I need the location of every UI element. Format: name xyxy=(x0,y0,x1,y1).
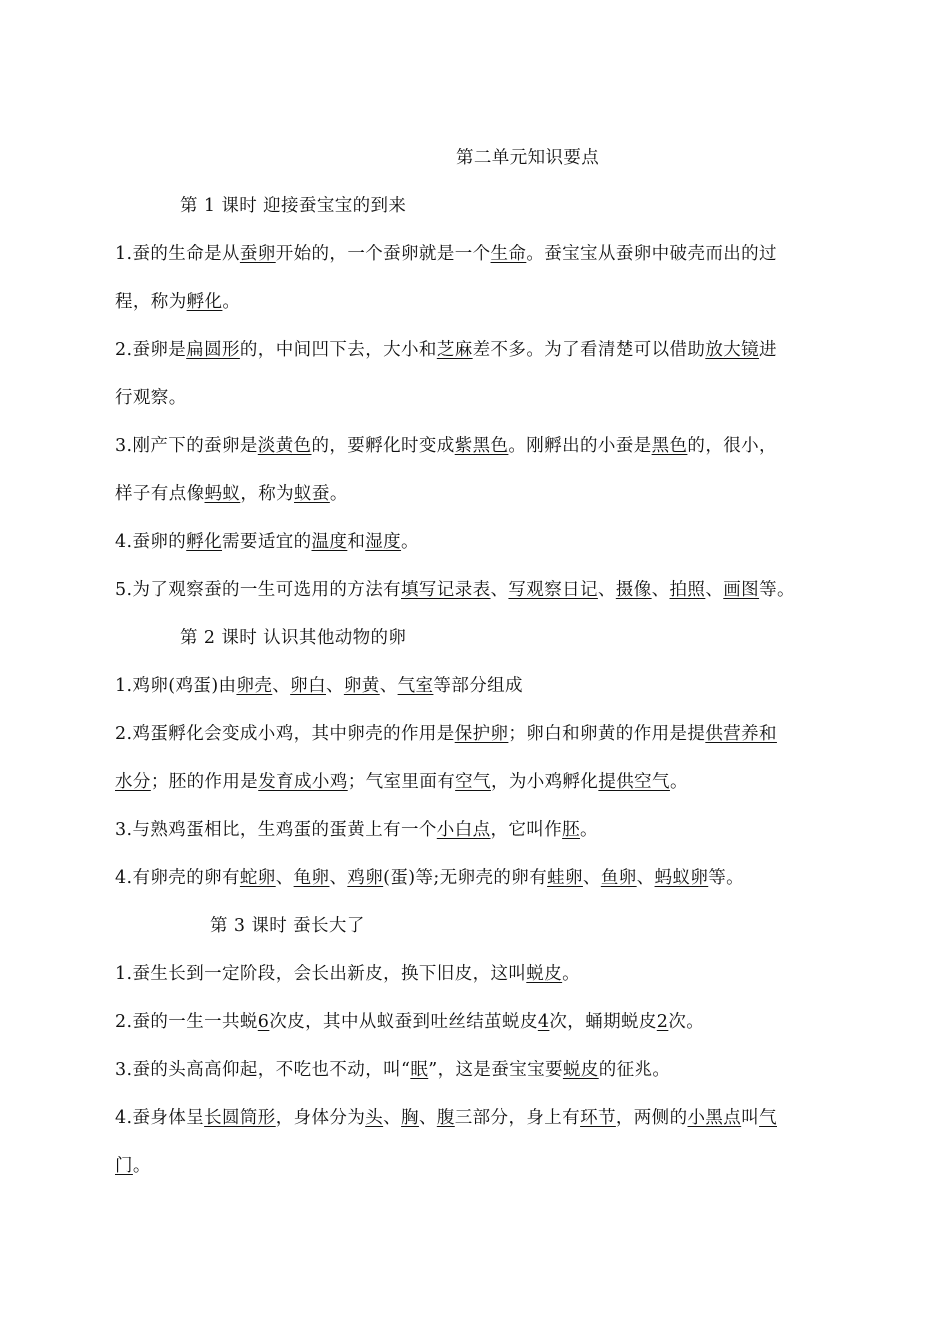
text-segment: ；卵白和卵黄的作用是提 xyxy=(508,724,706,744)
lesson-3-item-3-line-1 xyxy=(115,1056,670,1081)
text-segment: 次，蛹期蜕皮 xyxy=(549,1012,657,1032)
text-segment: 的，中间凹下去，大小和 xyxy=(239,340,437,360)
answer-keyword: 孵化 xyxy=(186,292,223,312)
lesson-1-item-3-line-2 xyxy=(115,480,348,505)
lesson-1-item-1-line-2 xyxy=(115,288,240,313)
text-segment: 2.蚕的一生一共蜕 xyxy=(115,1012,258,1032)
text-segment: 。 xyxy=(580,820,598,840)
answer-keyword: 小黑点 xyxy=(687,1108,742,1128)
answer-keyword: 6 xyxy=(257,1012,270,1032)
text-segment: 、 xyxy=(490,580,509,600)
answer-keyword: 蚁蚕 xyxy=(294,484,330,504)
text-segment: 。 xyxy=(222,292,241,312)
lesson-2-heading: 第 2 课时 认识其他动物的卵 xyxy=(180,628,407,648)
answer-keyword: 蛇卵 xyxy=(239,868,276,888)
text-segment: 3.蚕的头高高仰起，不吃也不动，叫“ xyxy=(115,1060,411,1080)
text-segment: 的征兆。 xyxy=(598,1060,671,1080)
answer-keyword: 卵壳 xyxy=(236,676,273,696)
answer-keyword: 蛙卵 xyxy=(547,868,583,888)
text-segment: 进 xyxy=(759,340,777,360)
answer-keyword: 环节 xyxy=(580,1108,616,1128)
text-segment: 、 xyxy=(651,580,670,600)
text-segment: 、 xyxy=(379,676,398,696)
text-segment: 等。 xyxy=(708,868,745,888)
lesson-3-item-2-line-1 xyxy=(115,1008,704,1033)
answer-keyword: 填写记录表 xyxy=(401,580,491,600)
answer-keyword: 供营养和 xyxy=(705,724,777,744)
lesson-1-item-2-line-1 xyxy=(115,336,777,361)
text-segment: 次皮，其中从蚁蚕到吐丝结茧蜕皮 xyxy=(269,1012,538,1032)
answer-keyword: 卵白 xyxy=(290,676,326,696)
text-segment: 、 xyxy=(272,676,291,696)
text-segment: 开始的，一个蚕卵就是一个 xyxy=(275,244,491,264)
text-segment: 程，称为 xyxy=(115,292,187,312)
answer-keyword: 小白点 xyxy=(436,820,491,840)
text-segment: 等部分组成 xyxy=(433,676,523,696)
answer-keyword: 湿度 xyxy=(365,532,402,552)
answer-keyword: 拍照 xyxy=(669,580,706,600)
page-title: 第二单元知识要点 xyxy=(456,148,600,168)
answer-keyword: 眠 xyxy=(410,1060,429,1080)
text-segment: 、 xyxy=(329,868,348,888)
text-segment: 4.蚕身体呈 xyxy=(115,1108,205,1128)
lesson-3-heading: 第 3 课时 蚕长大了 xyxy=(210,916,365,936)
answer-keyword: 紫黑色 xyxy=(454,436,509,456)
lesson-2-item-4-line-1 xyxy=(115,864,744,889)
answer-keyword: 提供空气 xyxy=(598,772,670,792)
answer-keyword: 门 xyxy=(115,1156,133,1176)
answer-keyword: 4 xyxy=(537,1012,550,1032)
answer-keyword: 蚕卵 xyxy=(239,244,276,264)
text-segment: 叫 xyxy=(741,1108,760,1128)
text-segment: ，两侧的 xyxy=(615,1108,688,1128)
text-segment: 、 xyxy=(383,1108,402,1128)
lesson-1-item-2-line-2 xyxy=(115,384,187,409)
lesson-2-item-2-line-2 xyxy=(115,768,688,793)
text-segment: 的，要孵化时变成 xyxy=(311,436,455,456)
text-segment: 、 xyxy=(705,580,724,600)
answer-keyword: 蜕皮 xyxy=(526,964,563,984)
text-segment: 三部分，身上有 xyxy=(454,1108,581,1128)
answer-keyword: 保护卵 xyxy=(454,724,509,744)
text-segment: 。刚孵出的小蚕是 xyxy=(508,436,652,456)
text-segment: ，称为 xyxy=(240,484,295,504)
text-segment: (蛋)等;无卵壳的卵有 xyxy=(383,868,548,888)
text-segment: 行观察。 xyxy=(115,388,187,408)
text-segment: 、 xyxy=(275,868,294,888)
lesson-1-heading: 第 1 课时 迎接蚕宝宝的到来 xyxy=(180,196,407,216)
text-segment: 、 xyxy=(325,676,344,696)
answer-keyword: 温度 xyxy=(311,532,348,552)
text-segment: 。 xyxy=(329,484,348,504)
text-segment: 3.刚产下的蚕卵是 xyxy=(115,436,258,456)
text-segment: 5.为了观察蚕的一生可选用的方法有 xyxy=(115,580,401,600)
answer-keyword: 龟卵 xyxy=(293,868,330,888)
answer-keyword: 空气 xyxy=(455,772,491,792)
text-segment: 差不多。为了看清楚可以借助 xyxy=(472,340,706,360)
answer-keyword: 放大镜 xyxy=(705,340,760,360)
answer-keyword: 芝麻 xyxy=(436,340,473,360)
text-segment: 的，很小， xyxy=(687,436,777,456)
lesson-3-item-4-line-2 xyxy=(115,1152,151,1177)
answer-keyword: 写观察日记 xyxy=(508,580,598,600)
text-segment: 。 xyxy=(669,772,688,792)
answer-keyword: 生命 xyxy=(490,244,527,264)
answer-keyword: 头 xyxy=(365,1108,384,1128)
text-segment: 。 xyxy=(562,964,581,984)
answer-keyword: 蚂蚁卵 xyxy=(654,868,709,888)
lesson-3-item-1-line-1 xyxy=(115,960,580,985)
answer-keyword: 卵黄 xyxy=(343,676,380,696)
answer-keyword: 鸡卵 xyxy=(347,868,384,888)
text-segment: 1.蚕的生命是从 xyxy=(115,244,240,264)
lesson-1-item-5-line-1 xyxy=(115,576,795,601)
text-segment: ，为小鸡孵化 xyxy=(490,772,599,792)
answer-keyword: 摄像 xyxy=(615,580,652,600)
answer-keyword: 蚂蚁 xyxy=(204,484,241,504)
answer-keyword: 淡黄色 xyxy=(257,436,312,456)
text-segment: ；气室里面有 xyxy=(347,772,456,792)
text-segment: 1.蚕生长到一定阶段，会长出新皮，换下旧皮，这叫 xyxy=(115,964,527,984)
text-segment: 4.有卵壳的卵有 xyxy=(115,868,240,888)
text-segment: 。 xyxy=(132,1156,151,1176)
lesson-3-item-4-line-1 xyxy=(115,1104,777,1129)
answer-keyword: 水分 xyxy=(115,772,151,792)
text-segment: 2.鸡蛋孵化会变成小鸡，其中卵壳的作用是 xyxy=(115,724,455,744)
answer-keyword: 发育成小鸡 xyxy=(258,772,348,792)
text-segment: 、 xyxy=(582,868,601,888)
text-segment: ；胚的作用是 xyxy=(150,772,259,792)
lesson-1-item-4-line-1 xyxy=(115,528,419,553)
answer-keyword: 长圆筒形 xyxy=(204,1108,276,1128)
text-segment: ”，这是蚕宝宝要 xyxy=(428,1060,563,1080)
answer-keyword: 2 xyxy=(656,1012,669,1032)
answer-keyword: 腹 xyxy=(436,1108,455,1128)
text-segment: 。 xyxy=(401,532,419,552)
text-segment: 4.蚕卵的 xyxy=(115,532,187,552)
text-segment: 2.蚕卵是 xyxy=(115,340,187,360)
text-segment: 需要适宜的 xyxy=(222,532,312,552)
text-segment: ，它叫作 xyxy=(490,820,563,840)
lesson-2-item-2-line-1 xyxy=(115,720,777,745)
answer-keyword: 画图 xyxy=(723,580,760,600)
text-segment: 3.与熟鸡蛋相比，生鸡蛋的蛋黄上有一个 xyxy=(115,820,437,840)
answer-keyword: 孵化 xyxy=(186,532,223,552)
text-segment: 、 xyxy=(418,1108,437,1128)
text-segment: 和 xyxy=(347,532,366,552)
lesson-1-item-1-line-1 xyxy=(115,240,777,265)
lesson-2-item-3-line-1 xyxy=(115,816,598,841)
text-segment: 1.鸡卵(鸡蛋)由 xyxy=(115,676,237,696)
answer-keyword: 蜕皮 xyxy=(562,1060,599,1080)
lesson-1-item-3-line-1 xyxy=(115,432,777,457)
answer-keyword: 黑色 xyxy=(651,436,688,456)
text-segment: 。蚕宝宝从蚕卵中破壳而出的过 xyxy=(526,244,777,264)
text-segment: 等。 xyxy=(759,580,795,600)
text-segment: ，身体分为 xyxy=(275,1108,366,1128)
text-segment: 、 xyxy=(636,868,655,888)
text-segment: 、 xyxy=(597,580,616,600)
answer-keyword: 鱼卵 xyxy=(600,868,637,888)
answer-keyword: 胸 xyxy=(401,1108,419,1128)
text-segment: 次。 xyxy=(668,1012,705,1032)
answer-keyword: 胚 xyxy=(562,820,581,840)
lesson-2-item-1-line-1 xyxy=(115,672,523,697)
answer-keyword: 气 xyxy=(759,1108,777,1128)
answer-keyword: 气室 xyxy=(397,676,434,696)
text-segment: 样子有点像 xyxy=(115,484,205,504)
answer-keyword: 扁圆形 xyxy=(186,340,240,360)
